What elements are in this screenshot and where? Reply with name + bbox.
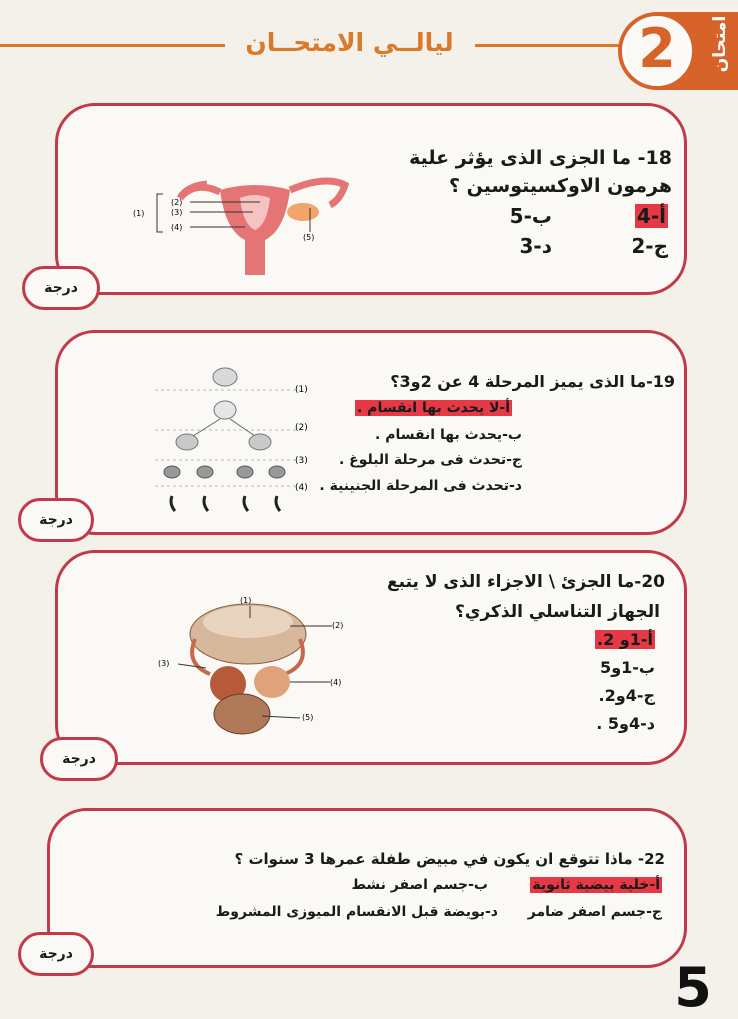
- uterus-diagram: [125, 170, 365, 285]
- fig19-label-1: (1): [295, 385, 308, 395]
- q19-line1: 19-ما الذى يميز المرحلة 4 عن 2و3؟: [390, 372, 675, 391]
- q19-grade-box: درجة: [18, 498, 94, 542]
- spermatogenesis-diagram: [145, 362, 325, 522]
- fig20-label-2: (2): [332, 621, 344, 630]
- header-line-right: [475, 44, 620, 47]
- fig18-label-4: (4): [171, 223, 183, 232]
- q18-line1: 18- ما الجزى الذى يؤثر علية: [409, 147, 672, 169]
- sperm: [276, 496, 280, 511]
- prostate-diagram: [150, 594, 350, 744]
- sperm: [171, 496, 175, 511]
- exam-number: 2: [638, 17, 676, 80]
- fig20-label-4: (4): [330, 678, 342, 687]
- cell-stage-1: [213, 368, 237, 386]
- q19-option-a[interactable]: [355, 400, 512, 416]
- arrow: [193, 419, 220, 436]
- q18-grade-box: درجة: [22, 266, 100, 310]
- cell-stage-3: [249, 434, 271, 450]
- fallopian-tube-right: [290, 181, 345, 205]
- q18-option-b[interactable]: ب-5: [509, 204, 552, 228]
- ovary: [287, 203, 319, 221]
- exam-label: امتحان: [710, 15, 730, 73]
- q18-option-d[interactable]: د-3: [519, 234, 552, 258]
- q20-grade-box: درجة: [40, 737, 118, 781]
- q20-line1: 20-ما الجزئ \ الاجزاء الذى لا يتبع: [387, 572, 665, 592]
- fig19-label-3: (3): [295, 456, 308, 466]
- cell-stage-3: [176, 434, 198, 450]
- q20-option-c[interactable]: ج-4و2.: [598, 686, 655, 705]
- q18-line2: هرمون الاوكسيتوسين ؟: [449, 175, 672, 197]
- arrow: [230, 419, 255, 436]
- header-title: ليالــي الامتحــان: [245, 28, 454, 57]
- cell-stage-2: [214, 401, 236, 419]
- fig20-label-3: (3): [158, 659, 170, 668]
- q20-option-d[interactable]: د-4و5 .: [596, 714, 655, 733]
- sperm: [204, 496, 208, 511]
- leader-line: [178, 664, 206, 668]
- q22-grade-box: درجة: [18, 932, 94, 976]
- q18-option-a-text: أ-4: [636, 204, 666, 228]
- bladder-top: [203, 606, 293, 638]
- header-line-left: [0, 44, 225, 47]
- cell-stage-4: [197, 466, 213, 478]
- seminal-vesicle-right: [254, 666, 290, 698]
- fig18-label-5: (5): [303, 233, 315, 242]
- sperm: [244, 496, 248, 511]
- q19-option-c[interactable]: ج-تحدث فى مرحلة البلوغ .: [338, 452, 522, 468]
- q22-option-d[interactable]: د-بويضة قبل الانقسام الميوزى المشروط: [215, 904, 498, 920]
- q18-option-c[interactable]: ج-2: [631, 234, 668, 258]
- q22-option-a-text: أ-خلية بيضية ثانوية: [532, 877, 660, 893]
- q22-option-a[interactable]: [530, 877, 662, 893]
- fig18-label-3: (3): [171, 208, 183, 217]
- q19-option-d[interactable]: د-تحدث فى المرحلة الجنينية .: [319, 478, 522, 494]
- cell-stage-4: [237, 466, 253, 478]
- fig19-label-4: (4): [295, 483, 308, 493]
- fig19-label-2: (2): [295, 423, 308, 433]
- q22-line1: 22- ماذا تتوقع ان يكون في مبيض طفلة عمرها 3 سنوات ؟: [234, 850, 665, 868]
- q22-option-b[interactable]: ب-جسم اصفر نشط: [351, 877, 488, 893]
- fig20-label-5: (5): [302, 713, 314, 722]
- exam-badge: [618, 12, 738, 90]
- exam-badge-circle: [622, 16, 692, 86]
- q19-option-a-text: أ-لا يحدث بها انقسام .: [356, 400, 510, 416]
- fig18-label-1: (1): [133, 209, 145, 218]
- cell-stage-4: [269, 466, 285, 478]
- q20-option-a[interactable]: [595, 630, 655, 649]
- q22-option-c[interactable]: ج-جسم اصفر ضامر: [527, 904, 662, 920]
- fig18-label-2: (2): [171, 198, 183, 207]
- prostate: [214, 694, 270, 734]
- fallopian-tube-left: [180, 184, 220, 198]
- q20-line2: الجهاز التناسلي الذكري؟: [455, 602, 660, 622]
- q19-option-b[interactable]: ب-يحدث بها انقسام .: [375, 427, 522, 443]
- page-number: 5: [674, 956, 712, 1019]
- bracket: [157, 194, 163, 232]
- q20-option-a-text: أ-1و 2.: [597, 630, 653, 649]
- q18-option-a[interactable]: [635, 204, 668, 228]
- cell-stage-4: [164, 466, 180, 478]
- q20-option-b[interactable]: ب-1و5: [600, 658, 655, 677]
- fig20-label-1: (1): [240, 596, 252, 605]
